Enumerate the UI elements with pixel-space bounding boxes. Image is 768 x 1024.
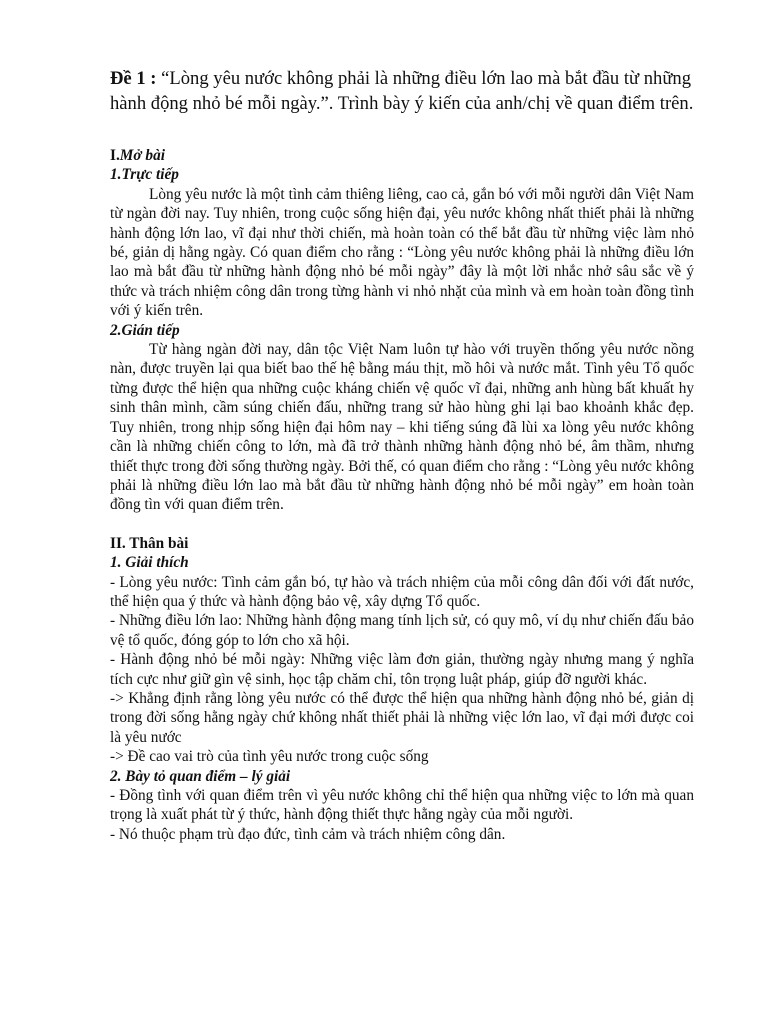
list-item: - Lòng yêu nước: Tình cảm gắn bó, tự hào và trách nhiệm của mỗi công dân đối với đất nước, thể hiện qua ý thức và hành động bảo vệ, xây dựng Tổ quốc.	[110, 573, 694, 610]
document-page	[110, 66, 694, 844]
subheading-giai-thich: 1. Giải thích	[110, 554, 189, 572]
list-item: - Những điều lớn lao: Những hành động mang tính lịch sử, có quy mô, ví dụ như chiến đấu bảo vệ tổ quốc, đóng góp to lớn cho xã hội.	[110, 612, 694, 649]
section-heading-than-bai: II. Thân bài	[110, 534, 189, 552]
paragraph-gian-tiep: Từ hàng ngàn đời nay, dân tộc Việt Nam luôn tự hào với truyền thống yêu nước nồng nàn, được truyền lại qua biết bao thế hệ bằng máu thịt, mồ hôi và nước mắt. Tình yêu Tổ quốc từng được thể hiện qua những cuộc kháng chiến vệ quốc vĩ đại, những anh hùng bất khuất hy sinh thân mình, cầm súng chiến đấu, những trang sử hào hùng ghi lại bao khoảnh khắc đẹp. Tuy nhiên, trong nhịp sống hiện đại hôm nay – khi tiếng súng đã lùi xa lòng yêu nước không cần là những chiến công to lớn, mà đã trở thành những hành động nhỏ bé, âm thầm, nhưng thiết thực trong đời sống thường ngày. Bởi thế, có quan điểm cho rằng : “Lòng yêu nước không phải là những điều lớn lao mà bắt đầu từ những hành động nhỏ bé mỗi ngày” em hoàn toàn đồng tìn với quan điểm trên.	[110, 341, 694, 514]
list-item: -> Khẳng định rằng lòng yêu nước có thể được thể hiện qua những hành động nhỏ bé, giản dị trong đời sống hằng ngày chứ không nhất thiết phải là những việc lớn lao, vĩ đại mới được coi là yêu nước	[110, 689, 694, 746]
paragraph-truc-tiep: Lòng yêu nước là một tình cảm thiêng liêng, cao cả, gắn bó với mỗi người dân Việt Nam từ ngàn đời nay. Tuy nhiên, trong cuộc sống hiện đại, yêu nước không nhất thiết phải là những hành động lớn lao, vĩ đại như thời chiến, mà hoàn toàn có thể bắt đầu từ những việc làm nhỏ bé, giản dị hằng ngày. Có quan điểm cho rằng : “Lòng yêu nước không phải là những điều lớn lao mà bắt đầu từ những hành động nhỏ bé mỗi ngày” đây là một lời nhắc nhở sâu sắc về ý thức và trách nhiệm công dân trong từng hành vi nhỏ nhặt của mình và em hoàn toàn đồng tình với ý kiến trên.	[110, 185, 694, 320]
prompt-number: Đề 1 :	[110, 68, 157, 89]
section-heading-mo-bai: I.Mở bài	[110, 147, 165, 164]
subheading-truc-tiep: 1.Trực tiếp	[110, 166, 179, 184]
subheading-gian-tiep: 2.Gián tiếp	[110, 321, 180, 339]
prompt-text: “Lòng yêu nước không phải là những điều lớn lao mà bắt đầu từ những hành động nhỏ bé mỗi ngày.”. Trình bày ý kiến của anh/chị về quan điểm trên.	[110, 68, 694, 114]
list-item: - Đồng tình với quan điểm trên vì yêu nước không chỉ thể hiện qua những việc to lớn mà quan trọng là xuất phát từ ý thức, hành động thiết thực hằng ngày của mỗi người.	[110, 787, 694, 824]
list-item: - Hành động nhỏ bé mỗi ngày: Những việc làm đơn giản, thường ngày nhưng mang ý nghĩa tích cực như giữ gìn vệ sinh, học tập chăm chỉ, tôn trọng luật pháp, giúp đỡ người khác.	[110, 651, 694, 688]
list-item: -> Đề cao vai trò của tình yêu nước trong cuộc sống	[110, 748, 429, 766]
essay-prompt	[110, 66, 694, 116]
subheading-bay-to-quan-diem: 2. Bày tỏ quan điểm – lý giải	[110, 767, 291, 785]
spacer	[110, 515, 694, 534]
list-item: - Nó thuộc phạm trù đạo đức, tình cảm và trách nhiệm công dân.	[110, 825, 506, 843]
